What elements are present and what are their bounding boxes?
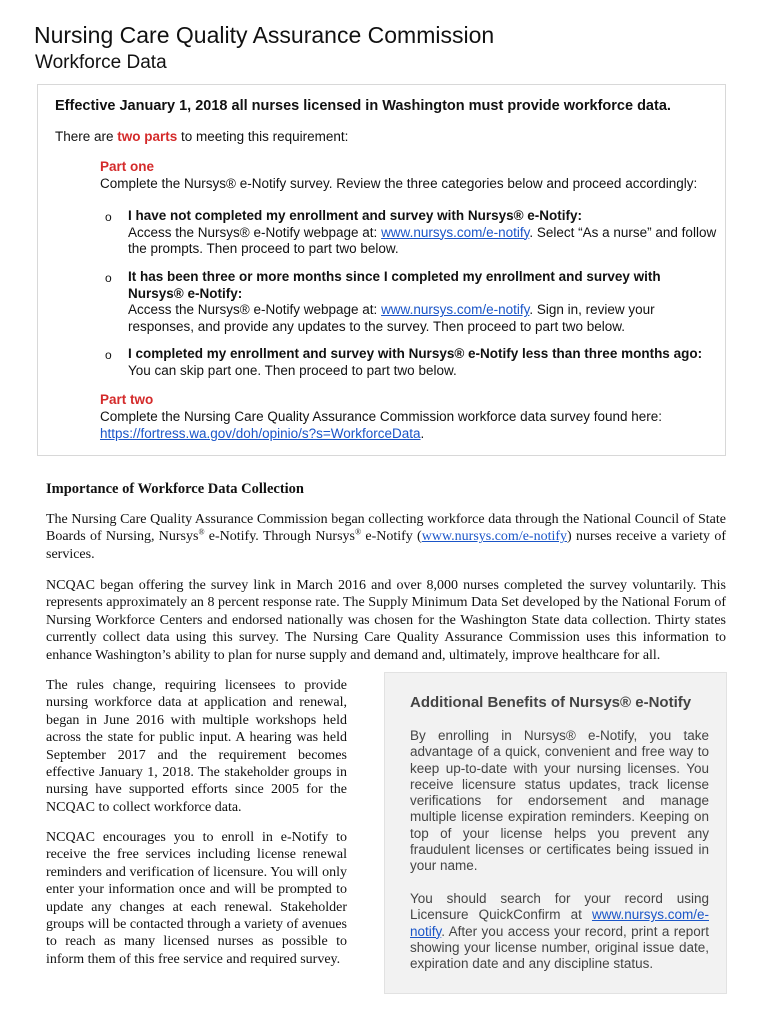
part-one-label: Part one [100,159,155,174]
option-text: Access the Nursys® e-Notify webpage at: [128,224,382,240]
para-text: The Nursing Care Quality Assurance Commission began collecting workforce data through the National Council of State Boards of Nursing, Nursys [46,512,726,545]
importance-paragraph-3: The rules change, requiring licensees to provide nursing workforce data at application and renewal, began in June 2016 with multiple workshops held across the state for public input. A hearing was held September 2017 and the requirement becomes effective January 1, 2018. The stakeholder groups in nursing have supported efforts since 2005 for the NCQAC to collect workforce data. [46,678,347,815]
registered-mark: ® [355,527,362,537]
part-two-text [100,409,662,442]
sidebar-paragraph-1: By enrolling in Nursys® e-Notify, you take advantage of a quick, convenient and free way to keep up-to-date with your nursing licenses. You receive licensure status updates, track license verifications for endorsement and manage multiple license expiration reminders. Keeping on top of your license helps you prevent any fraudulent licenses or certificates being issued in your name. [410,728,709,874]
notice-box [37,84,726,456]
option-text-end: . Select “As a nurse” and follow the prompts. Then proceed to part two below. [128,224,717,256]
part-two-description: Complete the Nursing Care Quality Assurance Commission workforce data survey found here: [100,409,663,424]
option-bullet: o [105,271,112,285]
option-three-months-or-more [128,269,720,335]
nursys-enotify-link[interactable]: www.nursys.com/e-notify [421,529,568,545]
option-text: Access the Nursys® e-Notify webpage at: [128,302,382,317]
notice-intro [55,129,348,144]
option-text-end: . Sign in, review your responses, and provide any updates to the survey. Then proceed to part two below. [128,302,655,334]
option-heading: I have not completed my enrollment and survey with Nursys® e-Notify: [128,208,583,223]
intro-text: There are [55,129,118,144]
sidebar-paragraph-2 [410,891,709,972]
sidebar-text: You should search for your record using Licensure QuickConfirm at [410,891,709,923]
option-heading: I completed my enrollment and survey with Nursys® e-Notify less than three months ago: [128,346,703,361]
nursys-enotify-link[interactable]: www.nursys.com/e-notify [381,302,530,317]
intro-text-end: to meeting this requirement: [177,129,349,144]
option-not-enrolled [128,208,720,258]
registered-mark: ® [198,527,205,537]
page-title: Nursing Care Quality Assurance Commission [34,22,495,48]
para-text: e-Notify. Through Nursys [204,529,355,545]
option-text: You can skip part one. Then proceed to part two below. [128,362,457,378]
para-text: ) nurses receive a variety of services. [46,529,727,562]
option-heading: It has been three or more months since I completed my enrollment and survey with Nursys® e-Notify: [128,269,661,301]
importance-paragraph-2: NCQAC began offering the survey link in March 2016 and over 8,000 nurses completed the survey voluntarily. This represents approximately an 8 percent response rate. The Supply Minimum Data Set developed by the National Forum of Nursing Workforce Centers and endorsed nationally was chosen for the Washington State data collection. Thirty states currently collect data using this survey. The Nursing Care Quality Assurance Commission uses this information to enhance Washington’s ability to plan for nurse supply and demand and, ultimately, improve healthcare for all. [46,578,726,663]
notice-heading: Effective January 1, 2018 all nurses licensed in Washington must provide workforce data. [55,98,671,114]
part-one-text: Complete the Nursys® e-Notify survey. Review the three categories below and proceed accordingly: [100,176,698,191]
sidebar-title: Additional Benefits of Nursys® e-Notify [410,694,692,711]
sidebar-text-end: . After you access your record, print a report showing your license number, original issue date, expiration date and any discipline status. [410,923,709,972]
workforce-survey-link[interactable]: https://fortress.wa.gov/doh/opinio/s?s=WorkforceData [100,425,421,441]
option-bullet: o [105,210,112,224]
nursys-enotify-link[interactable]: www.nursys.com/e-notify [381,224,530,240]
benefits-sidebar [384,672,727,994]
importance-paragraph-1 [46,511,726,563]
part-two-label: Part two [100,392,154,407]
link-suffix: . [420,425,425,441]
option-bullet: o [105,348,112,362]
importance-paragraph-4: NCQAC encourages you to enroll in e-Notify to receive the free services including license renewal reminders and verification of licensure. You will only enter your information once and will be prompted to update any changes at each renewal. Stakeholder groups will be contacted through a variety of avenues to reach as many licensed nurses as possible to inform them of this free service and required survey. [46,830,347,967]
para-text: e-Notify ( [361,529,422,545]
intro-highlight: two parts [117,129,178,144]
quickconfirm-link[interactable]: www.nursys.com/e-notify [410,907,709,939]
page-subtitle: Workforce Data [35,52,167,73]
section-title: Importance of Workforce Data Collection [46,481,304,497]
option-less-than-three-months [128,346,720,379]
